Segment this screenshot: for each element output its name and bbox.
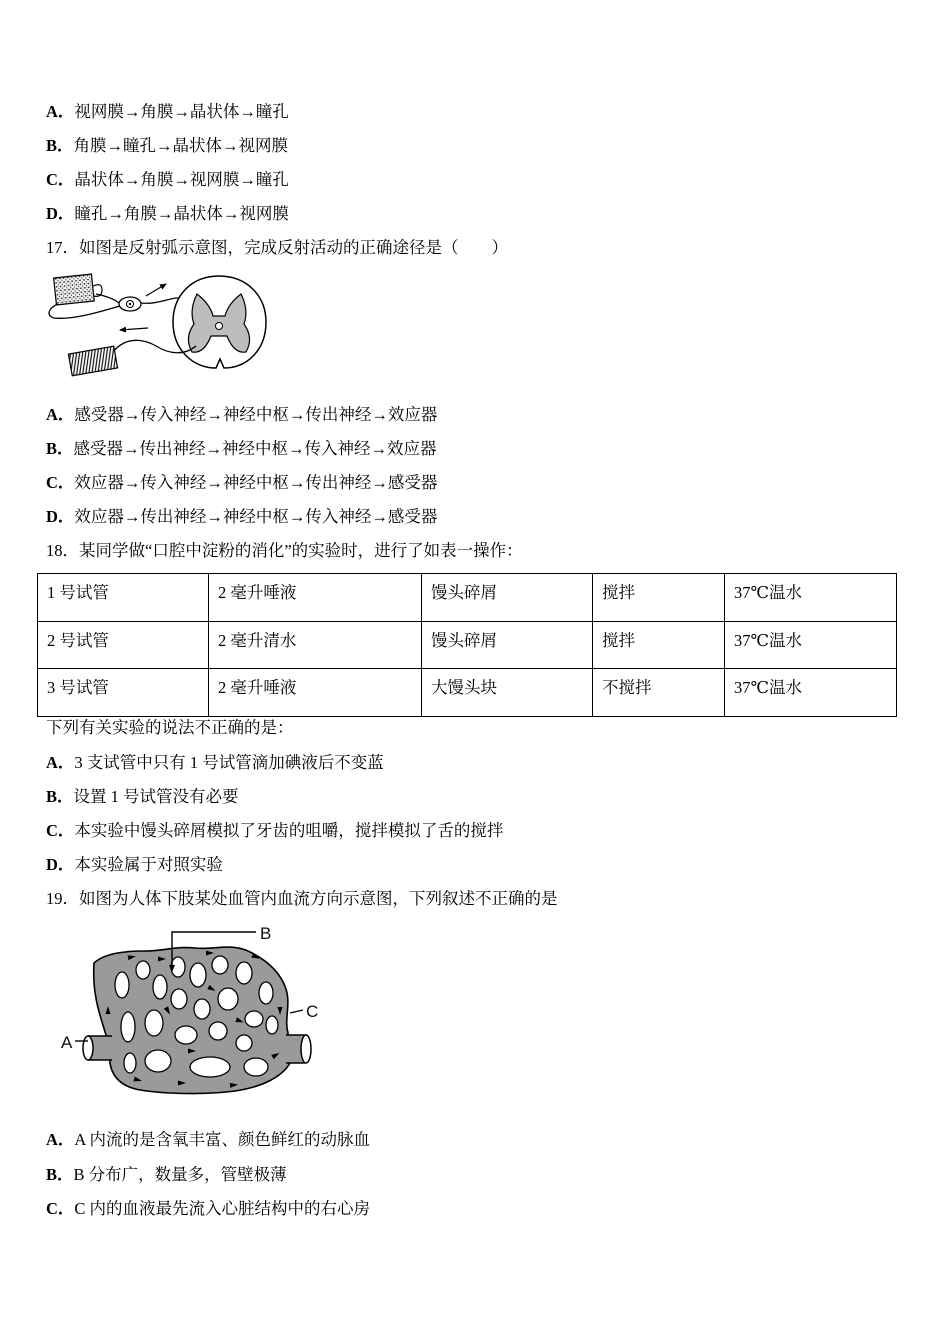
- cell-tube: 1 号试管: [38, 574, 209, 622]
- afferent-direction-arrow: [146, 284, 166, 296]
- cell-tube: 3 号试管: [38, 669, 209, 717]
- table-row: [38, 574, 897, 622]
- q17-option-a: [46, 404, 437, 426]
- option-text: 设置 1 号试管没有必要: [73, 787, 239, 806]
- option-text: 视网膜→角膜→晶状体→瞳孔: [74, 102, 289, 121]
- option-label: A．: [46, 102, 75, 121]
- option-label: B．: [46, 439, 74, 458]
- label-a: A: [61, 1033, 73, 1052]
- q18-question: 下列有关实验的说法不正确的是：: [46, 718, 294, 737]
- option-text: 本实验中馒头碎屑模拟了牙齿的咀嚼，搅拌模拟了舌的搅拌: [74, 821, 504, 840]
- experiment-table: [37, 573, 897, 717]
- cell-liquid: 2 毫升唾液: [209, 574, 422, 622]
- efferent-direction-arrow: [120, 328, 148, 330]
- option-label: B．: [46, 1165, 74, 1184]
- option-text: 本实验属于对照实验: [74, 855, 223, 874]
- q17-option-c: [46, 472, 437, 494]
- cell-temperature: 37℃温水: [725, 574, 897, 622]
- option-text: 3 支试管中只有 1 号试管滴加碘液后不变蓝: [74, 753, 384, 772]
- table-row: [38, 669, 897, 717]
- cell-food: 大馒头块: [422, 669, 593, 717]
- q16-option-a: [46, 101, 289, 123]
- table-row: [38, 622, 897, 669]
- q16-option-d: [46, 203, 289, 225]
- option-text: 角膜→瞳孔→晶状体→视网膜: [73, 136, 289, 155]
- cell-tube: 2 号试管: [38, 622, 209, 669]
- q19-option-b: [46, 1164, 287, 1186]
- effector: [68, 346, 117, 376]
- receptor: [54, 274, 102, 305]
- option-label: C．: [46, 1199, 75, 1218]
- option-label: D．: [46, 507, 75, 526]
- q19-option-a: [46, 1129, 370, 1151]
- option-label: B．: [46, 136, 74, 155]
- cell-liquid: 2 毫升清水: [209, 622, 422, 669]
- reflex-arc-figure: [44, 268, 270, 384]
- option-text: A 内流的是含氧丰富、颜色鲜红的动脉血: [74, 1130, 371, 1149]
- label-b: B: [260, 924, 272, 943]
- option-label: A．: [46, 405, 75, 424]
- q17-option-b: [46, 438, 437, 460]
- option-label: A．: [46, 753, 75, 772]
- blood-vessel-figure: [50, 915, 330, 1100]
- cell-food: 馒头碎屑: [422, 622, 593, 669]
- option-label: C．: [46, 821, 75, 840]
- option-text: 感受器→传入神经→神经中枢→传出神经→效应器: [74, 405, 438, 424]
- option-label: B．: [46, 787, 74, 806]
- q16-option-c: [46, 169, 289, 191]
- q18-option-b: [46, 786, 239, 808]
- cell-temperature: 37℃温水: [725, 669, 897, 717]
- vein-vessel-c: [284, 1035, 311, 1063]
- option-text: B 分布广，数量多，管壁极薄: [73, 1165, 287, 1184]
- spinal-cord: [173, 276, 266, 368]
- option-text: 晶状体→角膜→视网膜→瞳孔: [74, 170, 289, 189]
- label-c: C: [306, 1002, 319, 1021]
- cell-treatment: 搅拌: [593, 622, 725, 669]
- q19-option-c: [46, 1198, 370, 1220]
- option-label: D．: [46, 204, 75, 223]
- option-label: D．: [46, 855, 75, 874]
- cell-treatment: 搅拌: [593, 574, 725, 622]
- q18-option-d: [46, 854, 223, 876]
- option-text: 效应器→传出神经→神经中枢→传入神经→感受器: [74, 507, 438, 526]
- q16-option-b: [46, 135, 288, 157]
- option-label: A．: [46, 1130, 75, 1149]
- option-text: 效应器→传入神经→神经中枢→传出神经→感受器: [74, 473, 438, 492]
- option-text: 感受器→传出神经→神经中枢→传入神经→效应器: [73, 439, 437, 458]
- option-label: C．: [46, 170, 75, 189]
- artery-vessel-a: [83, 1036, 113, 1060]
- option-text: 瞳孔→角膜→晶状体→视网膜: [74, 204, 289, 223]
- q19-stem: 19．如图为人体下肢某处血管内血流方向示意图，下列叙述不正确的是: [46, 889, 558, 908]
- q17-option-d: [46, 506, 437, 528]
- dorsal-root-ganglion: [119, 297, 141, 311]
- option-label: C．: [46, 473, 75, 492]
- central-canal: [216, 323, 223, 330]
- q18-option-c: [46, 820, 503, 842]
- q17-stem: 17．如图是反射弧示意图，完成反射活动的正确途径是（ ）: [46, 238, 508, 257]
- cell-treatment: 不搅拌: [593, 669, 725, 717]
- q18-option-a: [46, 752, 384, 774]
- cell-food: 馒头碎屑: [422, 574, 593, 622]
- cell-liquid: 2 毫升唾液: [209, 669, 422, 717]
- cell-temperature: 37℃温水: [725, 622, 897, 669]
- q18-stem: 18．某同学做“口腔中淀粉的消化”的实验时，进行了如表一操作：: [46, 541, 523, 560]
- option-text: C 内的血液最先流入心脏结构中的右心房: [74, 1199, 371, 1218]
